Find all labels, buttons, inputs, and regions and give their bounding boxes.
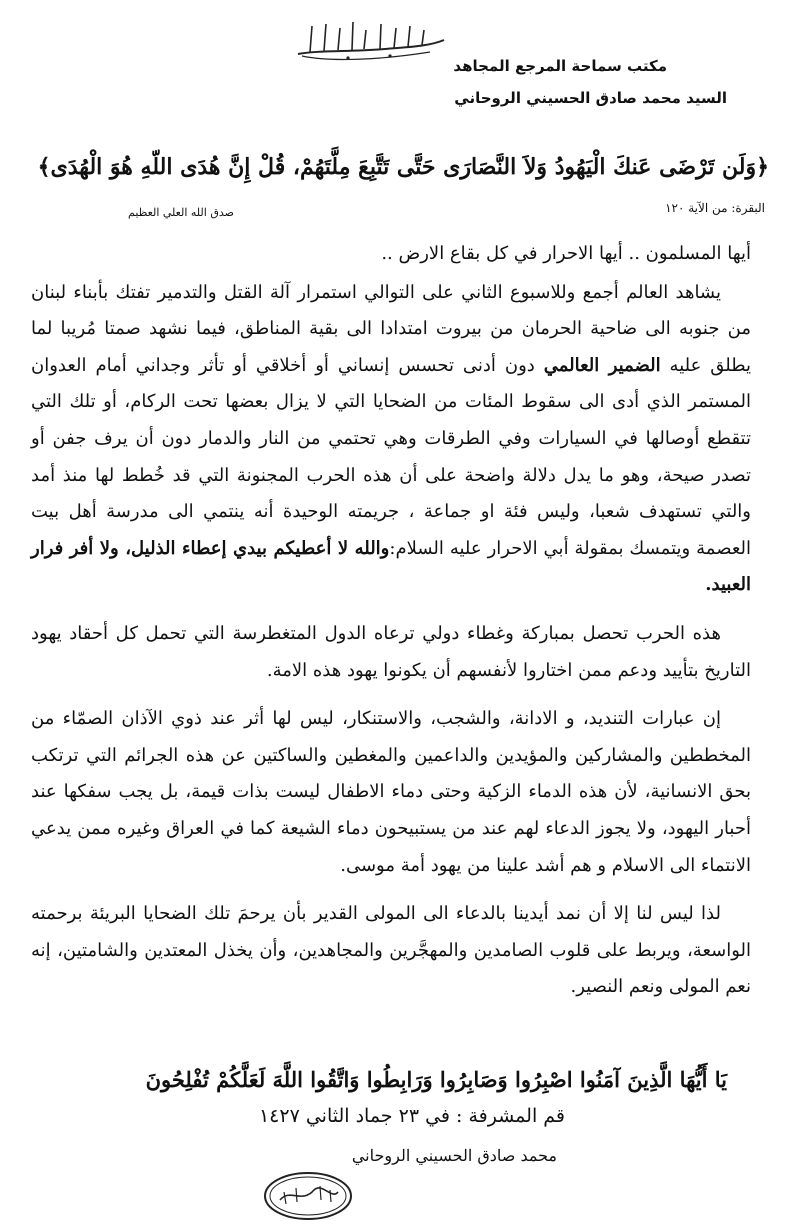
signer-name: محمد صادق الحسيني الروحاني (351, 1146, 557, 1165)
paragraph-1 (31, 275, 751, 604)
paragraph-3: إن عبارات التنديد، و الادانة، والشجب، والاستنكار، ليس لها أثر عند ذوي الآذان الصمّاء من المخططين والمشاركين والمؤيدين والداعمين والمغطين والساكتين عن هذه الجرائم التي ترتكب بحق الانسانية، لأن هذه الدماء الزكية وحتى دماء الاطفال ليست بذات قيمة، بل يجب سفكها عند أحبار اليهود، ولا يجوز الدعاء لهم عند من يستبيحون دماء الشيعة كما في العراق وغيره ممن يدعي الانتماء الى الاسلام و هم أشد علينا من يهود أمة موسى. (31, 708, 751, 876)
office-header (447, 50, 727, 114)
sadaqa-line: صدق الله العلي العظيم (128, 206, 234, 219)
basmala-calligraphy-image (290, 16, 450, 64)
paragraph-1-quote: والله لا أعطيكم بيدي إعطاء الذليل، ولا أفر فرار العبيد. (31, 537, 751, 596)
office-line-1: مكتب سماحة المرجع المجاهد (453, 57, 667, 75)
opening-address: أيها المسلمون .. أيها الاحرار في كل بقاع الارض .. (381, 243, 751, 264)
paragraph-1-text: يشاهد العالم أجمع وللاسبوع الثاني على التوالي استمرار آلة القتل والتدمير تفتك بأبناء لبنان من جنوبه الى ضاحية الحرمان من بيروت امتدادا الى بقية المناطق، فيما نشهد صمتا مُريبا لما يطلق عليه (31, 281, 751, 376)
verse-text: ﴿وَلَن تَرْضَى عَنكَ الْيَهُودُ وَلاَ النَّصَارَى حَتَّى تَتَّبِعَ مِلَّتَهُمْ، قُلْ إِنَّ هُدَى اللّهِ هُوَ الْهُدَى﴾ (37, 154, 769, 180)
letter-body (31, 236, 751, 1018)
closing-verse: يَا أَيُّهَا الَّذِينَ آمَنُوا اصْبِرُوا وَصَابِرُوا وَرَابِطُوا وَاتَّقُوا اللَّهَ لَعَلَّكُمْ تُفْلِحُونَ (145, 1067, 727, 1092)
paragraph-4: لذا ليس لنا إلا أن نمد أيدينا بالدعاء الى المولى القدير بأن يرحمَ تلك الضحايا البريئة برحمته الواسعة، ويربط على قلوب الصامدين والمهجَّرين والمجاهدين، وأن يخذل المعتدين والشامتين، إنه نعم المولى ونعم النصير. (31, 903, 751, 998)
place-date: قم المشرفة : في ٢٣ جماد الثاني ١٤٢٧ (258, 1105, 565, 1127)
seal-stamp-image (262, 1170, 354, 1222)
paragraph-1-bold: الضمير العالمي (543, 354, 661, 376)
basmala-calligraphy (290, 16, 450, 64)
seal-stamp (262, 1170, 354, 1222)
office-line-2: السيد محمد صادق الحسيني الروحاني (454, 89, 727, 107)
paragraph-1-rest: دون أدنى تحسس إنساني أو أخلاقي أو تأثر وجداني أمام العدوان المستمر الذي أدى الى سقوط المئات من الضحايا التي لا يزال بعضها تحت الركام، أو تلك التي تتقطع أوصالها في السيارات وفي الطرقات وهي تحتمي من النار والدمار دون أن يرف جفن أو تصدر صيحة، وهو ما يدل دلالة واضحة على أن هذه الحرب المجنونة التي قد خُطط لها منذ أمد والتي تستهدف شعبا، وليس فئة او جماعة ، جريمته الوحيدة أنه ينتمي الى مدرسة أهل بيت العصمة ويتمسك بمقولة أبي الاحرار عليه السلام: (31, 354, 751, 559)
verse-reference: البقرة: من الآية ١٢٠ (665, 201, 765, 215)
paragraph-2: هذه الحرب تحصل بمباركة وغطاء دولي ترعاه الدول المتغطرسة التي تحمل كل أحقاد يهود التاريخ بتأييد ودعم ممن اختاروا لأنفسهم أن يكونوا يهود هذه الامة. (31, 622, 751, 681)
